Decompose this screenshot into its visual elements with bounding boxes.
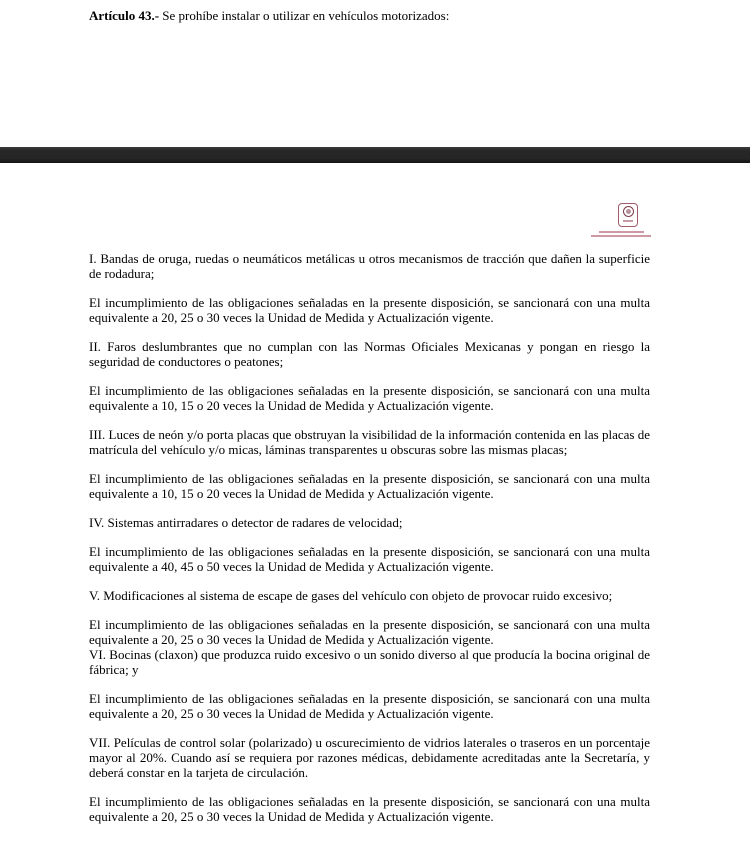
clause-v: V. Modificaciones al sistema de escape de gases del vehículo con objeto de provocar ruido excesivo; — [89, 588, 613, 603]
seal-motto-line — [623, 220, 633, 222]
official-seal — [590, 203, 652, 237]
page-2-body — [89, 251, 650, 838]
seal-emblem-box — [618, 203, 638, 227]
article-43-heading — [89, 8, 650, 23]
sanction-clause-vii: El incumplimiento de las obligaciones señaladas en la presente disposición, se sancionará con una multa equivalente a 20, 25 o 30 veces la Unidad de Medida y Actualización vigente. — [89, 794, 650, 824]
seal-circle-core — [626, 209, 631, 214]
page-1 — [0, 0, 750, 147]
sanction-clause-v: El incumplimiento de las obligaciones señaladas en la presente disposición, se sancionará con una multa equivalente a 20, 25 o 30 veces la Unidad de Medida y Actualización vigente. — [89, 617, 650, 647]
clause-i: I. Bandas de oruga, ruedas o neumáticos metálicas u otros mecanismos de tracción que dañen la superficie de rodadura; — [89, 251, 650, 281]
article-43-label: Artículo 43.- — [89, 8, 160, 23]
sanction-clause-i: El incumplimiento de las obligaciones señaladas en la presente disposición, se sancionará con una multa equivalente a 20, 25 o 30 veces la Unidad de Medida y Actualización vigente. — [89, 295, 650, 325]
seal-circle-emblem — [623, 206, 634, 217]
seal-caption-line — [599, 231, 644, 233]
clause-ii: II. Faros deslumbrantes que no cumplan con las Normas Oficiales Mexicanas y pongan en riesgo la seguridad de conductores o peatones; — [89, 339, 650, 369]
article-43-text: Se prohíbe instalar o utilizar en vehículos motorizados: — [159, 8, 450, 23]
sanction-clause-iii: El incumplimiento de las obligaciones señaladas en la presente disposición, se sancionará con una multa equivalente a 10, 15 o 20 veces la Unidad de Medida y Actualización vigente. — [89, 471, 650, 501]
sanction-clause-vi: El incumplimiento de las obligaciones señaladas en la presente disposición, se sancionará con una multa equivalente a 20, 25 o 30 veces la Unidad de Medida y Actualización vigente. — [89, 691, 650, 721]
page-2 — [0, 163, 750, 848]
sanction-clause-ii: El incumplimiento de las obligaciones señaladas en la presente disposición, se sancionará con una multa equivalente a 10, 15 o 20 veces la Unidad de Medida y Actualización vigente. — [89, 383, 650, 413]
clause-vi: VI. Bocinas (claxon) que produzca ruido excesivo o un sonido diverso al que producía la bocina original de fábrica; y — [89, 647, 650, 677]
clause-vii: VII. Películas de control solar (polarizado) u oscurecimiento de vidrios laterales o traseros en un porcentaje mayor al 20%. Cuando así se requiera por razones médicas, debidamente acreditadas ante la Secretaría, y deberá constar en la tarjeta de circulación. — [89, 735, 650, 780]
clause-iv: IV. Sistemas antirradares o detector de radares de velocidad; — [89, 515, 403, 530]
seal-caption — [590, 231, 652, 237]
sanction-clause-iv: El incumplimiento de las obligaciones señaladas en la presente disposición, se sancionará con una multa equivalente a 40, 45 o 50 veces la Unidad de Medida y Actualización vigente. — [89, 544, 650, 574]
seal-caption-line — [591, 235, 651, 237]
clause-iii: III. Luces de neón y/o porta placas que obstruyan la visibilidad de la información contenida en las placas de matrícula del vehículo y/o micas, láminas transparentes u obscuras sobre las mismas placas; — [89, 427, 650, 457]
page-gap-divider — [0, 147, 750, 163]
